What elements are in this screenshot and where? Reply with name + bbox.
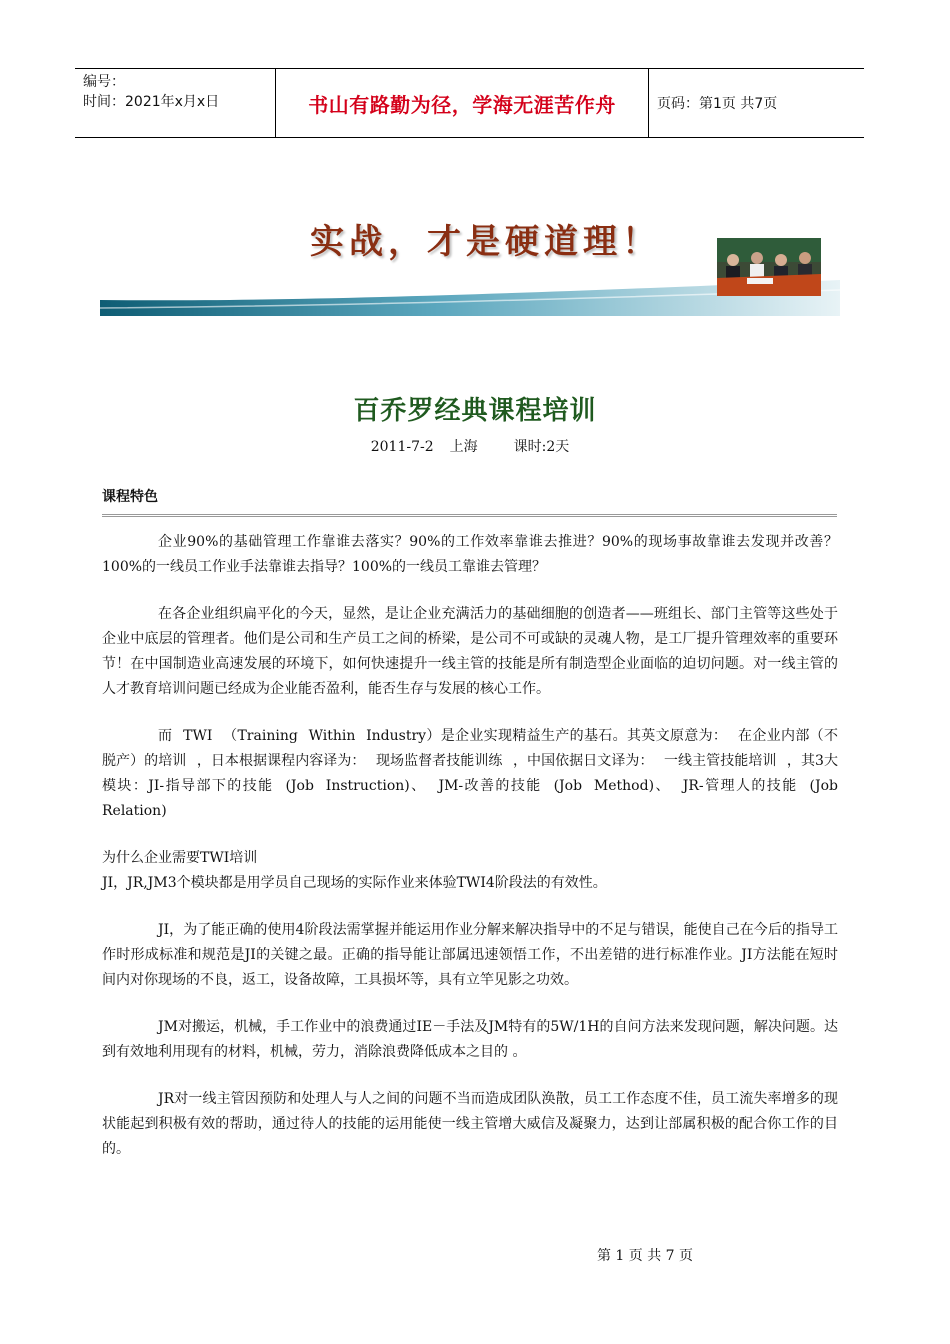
paragraph: JR对一线主管因预防和处理人与人之间的问题不当而造成团队涣散，员工工作态度不佳，员工流失率增多的现状能起到积极有效的帮助，通过待人的技能的运用能使一线主管增大威信及凝聚力，达到让部属积极的配合你工作的目的。 xyxy=(102,1091,838,1157)
document-body xyxy=(102,530,838,1184)
document-title: 百乔罗经典课程培训 xyxy=(353,396,597,426)
page-footer: 第 1 页 共 7 页 xyxy=(596,1248,694,1264)
paragraph: 企业90%的基础管理工作靠谁去落实？90%的工作效率靠谁去推进？90%的现场事故靠谁去发现并改善？100%的一线员工作业手法靠谁去指导？100%的一线员工靠谁去管理？ xyxy=(102,534,838,575)
section-heading: 课程特色 xyxy=(102,486,837,517)
paragraph: JM对搬运，机械，手工作业中的浪费通过IE－手法及JM特有的5W/1H的自问方法来发现问题，解决问题。达到有效地利用现有的材料，机械，劳力，消除浪费降低成本之目的 。 xyxy=(102,1019,838,1060)
document-subtitle xyxy=(0,436,940,456)
header-page-label: 页码：第1页 共7页 xyxy=(657,96,778,112)
banner xyxy=(100,198,840,318)
course-duration: 课时:2天 xyxy=(513,439,570,455)
course-location: 上海 xyxy=(449,439,478,455)
course-date: 2011-7-2 xyxy=(370,439,434,455)
serial-label: 编号： xyxy=(83,74,125,90)
paragraph: 而 TWI （Training Within Industry）是企业实现精益生产的基石。其英文原意为： 在企业内部（不脱产）的培训 ，日本根据课程内容译为： 现场监督者技能训练 ，中国依据日文译为： 一线主管技能培训 ，其3大模块：JI-指导部下的技能 (Job Instruction)、 JM-改善的技能 (Job Method)、 JR-管理人的技能 (Job Relation) xyxy=(102,728,838,819)
time-label: 时间：2021年x月x日 xyxy=(83,94,220,110)
header-meta xyxy=(75,69,276,137)
paragraph: 在各企业组织扁平化的今天，显然，是让企业充满活力的基础细胞的创造者——班组长、部门主管等这些处于企业中底层的管理者。他们是公司和生产员工之间的桥梁，是公司不可或缺的灵魂人物，是工厂提升管理效率的重要环节！在中国制造业高速发展的环境下，如何快速提升一线主管的技能是所有制造型企业面临的迫切问题。对一线主管的人才教育培训问题已经成为企业能否盈利，能否生存与发展的核心工作。 xyxy=(102,606,838,697)
banner-slogan: 实战，才是硬道理！ xyxy=(310,222,661,262)
meeting-photo-icon xyxy=(717,238,821,296)
paragraph: JI，JR,JM3个模块都是用学员自己现场的实际作业来体验TWI4阶段法的有效性。 xyxy=(102,875,607,891)
header-motto: 书山有路勤为径，学海无涯苦作舟 xyxy=(276,69,649,137)
paragraph: JI，为了能正确的使用4阶段法需掌握并能运用作业分解来解决指导中的不足与错误，能使自己在今后的指导工作时形成标准和规范是JI的关键之最。正确的指导能让部属迅速领悟工作，不出差错的进行标准作业。JI方法能在短时间内对你现场的不良，返工，设备故障，工具损坏等，具有立竿见影之功效。 xyxy=(102,922,838,988)
subheading: 为什么企业需要TWI培训 xyxy=(102,850,258,866)
document-header xyxy=(75,68,864,138)
